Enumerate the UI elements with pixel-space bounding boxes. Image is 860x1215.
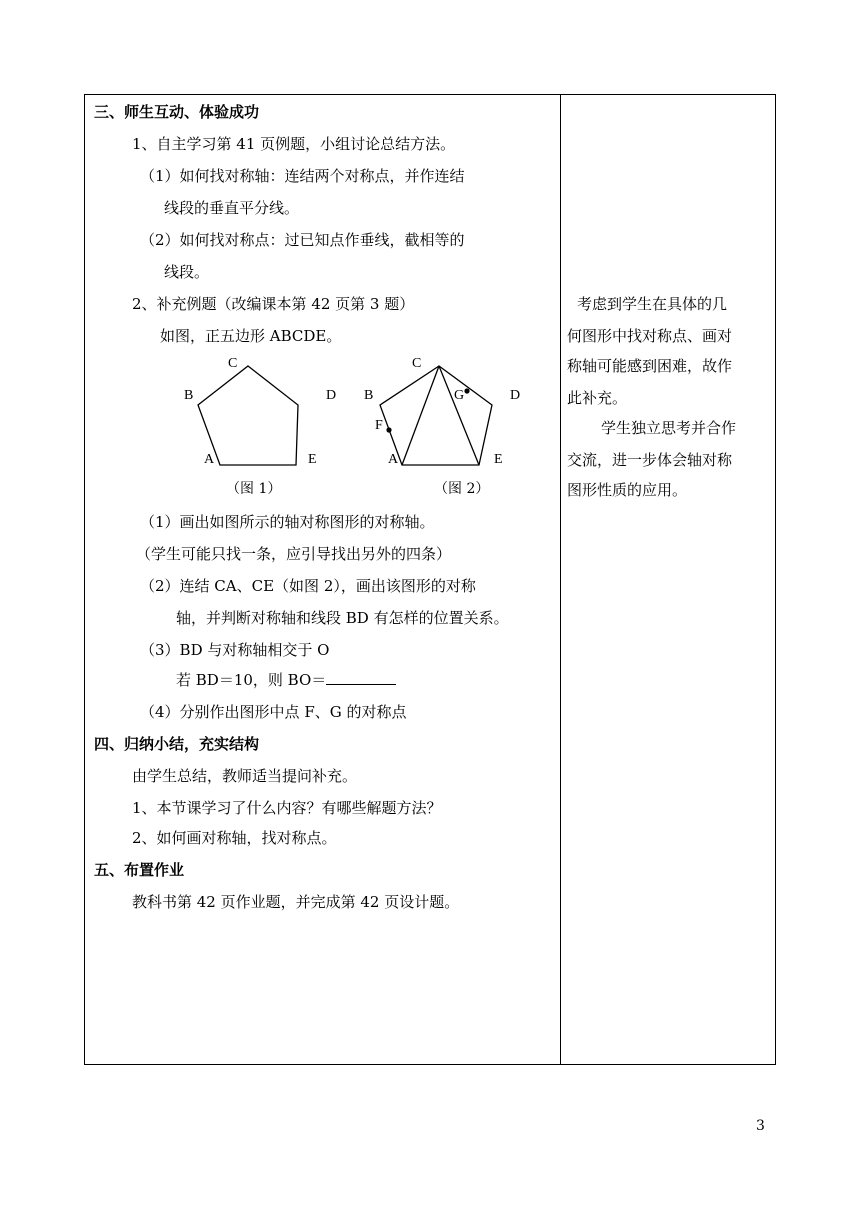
sidebar-note1-line3: 称轴可能感到困难，故作 — [567, 357, 733, 375]
section5-item: 教科书第 42 页作业题，并完成第 42 页设计题。 — [132, 893, 460, 911]
sidebar-note2-line2: 交流，进一步体会轴对称 — [567, 451, 733, 469]
section5-heading: 五、布置作业 — [94, 861, 185, 879]
question4: （4）分别作出图形中点 F、G 的对称点 — [140, 703, 407, 721]
question3a: （3）BD 与对称轴相交于 O — [140, 641, 330, 659]
fig2-label-E: E — [494, 452, 503, 467]
section3-item1-1a: （1）如何找对称轴：连结两个对称点，并作连结 — [140, 167, 465, 185]
figure2-point-G — [464, 388, 469, 393]
section3-item2-desc: 如图，正五边形 ABCDE。 — [160, 327, 342, 345]
section3-item1: 1、自主学习第 41 页例题，小组讨论总结方法。 — [132, 135, 456, 153]
question3b-text: 若 BD＝10，则 BO＝ — [176, 671, 327, 689]
fig2-label-F: F — [375, 418, 383, 433]
section3-item1-1b: 线段的垂直平分线。 — [164, 199, 300, 217]
figure2-line-CA — [402, 366, 439, 465]
section3-item1-2a: （2）如何找对称点：过已知点作垂线，截相等的 — [140, 231, 465, 249]
answer-blank — [326, 670, 396, 685]
section4-item2: 2、如何画对称轴，找对称点。 — [132, 829, 337, 847]
section3-item1-2b: 线段。 — [164, 263, 210, 281]
section4-heading: 四、归纳小结，充实结构 — [94, 735, 260, 753]
question2a: （2）连结 CA、CE（如图 2），画出该图形的对称 — [140, 577, 476, 595]
fig1-label-A: A — [204, 452, 215, 467]
sidebar-note2-line1: 学生独立思考并合作 — [601, 419, 737, 437]
fig2-label-G: G — [454, 388, 465, 403]
figure1-pentagon — [198, 366, 298, 465]
section4-intro: 由学生总结，教师适当提问补充。 — [132, 767, 358, 785]
page-number: 3 — [756, 1118, 765, 1134]
fig2-label-C: C — [412, 356, 422, 371]
section3-heading: 三、师生互动、体验成功 — [94, 103, 260, 121]
sidebar-note1-line1: 考虑到学生在具体的几 — [577, 295, 728, 313]
fig2-label-A: A — [388, 452, 399, 467]
question1: （1）画出如图所示的轴对称图形的对称轴。 — [140, 513, 435, 531]
fig1-label-E: E — [308, 452, 317, 467]
fig2-label-D: D — [510, 388, 521, 403]
fig1-caption: （图 1） — [226, 481, 282, 497]
sidebar-note1-line4: 此补充。 — [567, 389, 628, 407]
fig1-label-D: D — [326, 388, 337, 403]
fig2-caption: （图 2） — [434, 481, 490, 497]
sidebar-note1-line2: 何图形中找对称点、画对 — [567, 327, 733, 345]
fig1-label-C: C — [228, 356, 238, 371]
figure2-point-F — [386, 427, 391, 432]
question1-note: （学生可能只找一条，应引导找出另外的四条） — [136, 545, 452, 563]
fig1-label-B: B — [184, 388, 194, 403]
question3b — [176, 670, 396, 690]
section4-item1: 1、本节课学习了什么内容？有哪些解题方法？ — [132, 799, 442, 817]
section3-item2: 2、补充例题（改编课本第 42 页第 3 题） — [132, 295, 415, 313]
fig2-label-B: B — [364, 388, 374, 403]
sidebar-note2-line3: 图形性质的应用。 — [567, 481, 688, 499]
figure2-pentagon — [380, 366, 492, 465]
question2b: 轴，并判断对称轴和线段 BD 有怎样的位置关系。 — [176, 609, 509, 627]
